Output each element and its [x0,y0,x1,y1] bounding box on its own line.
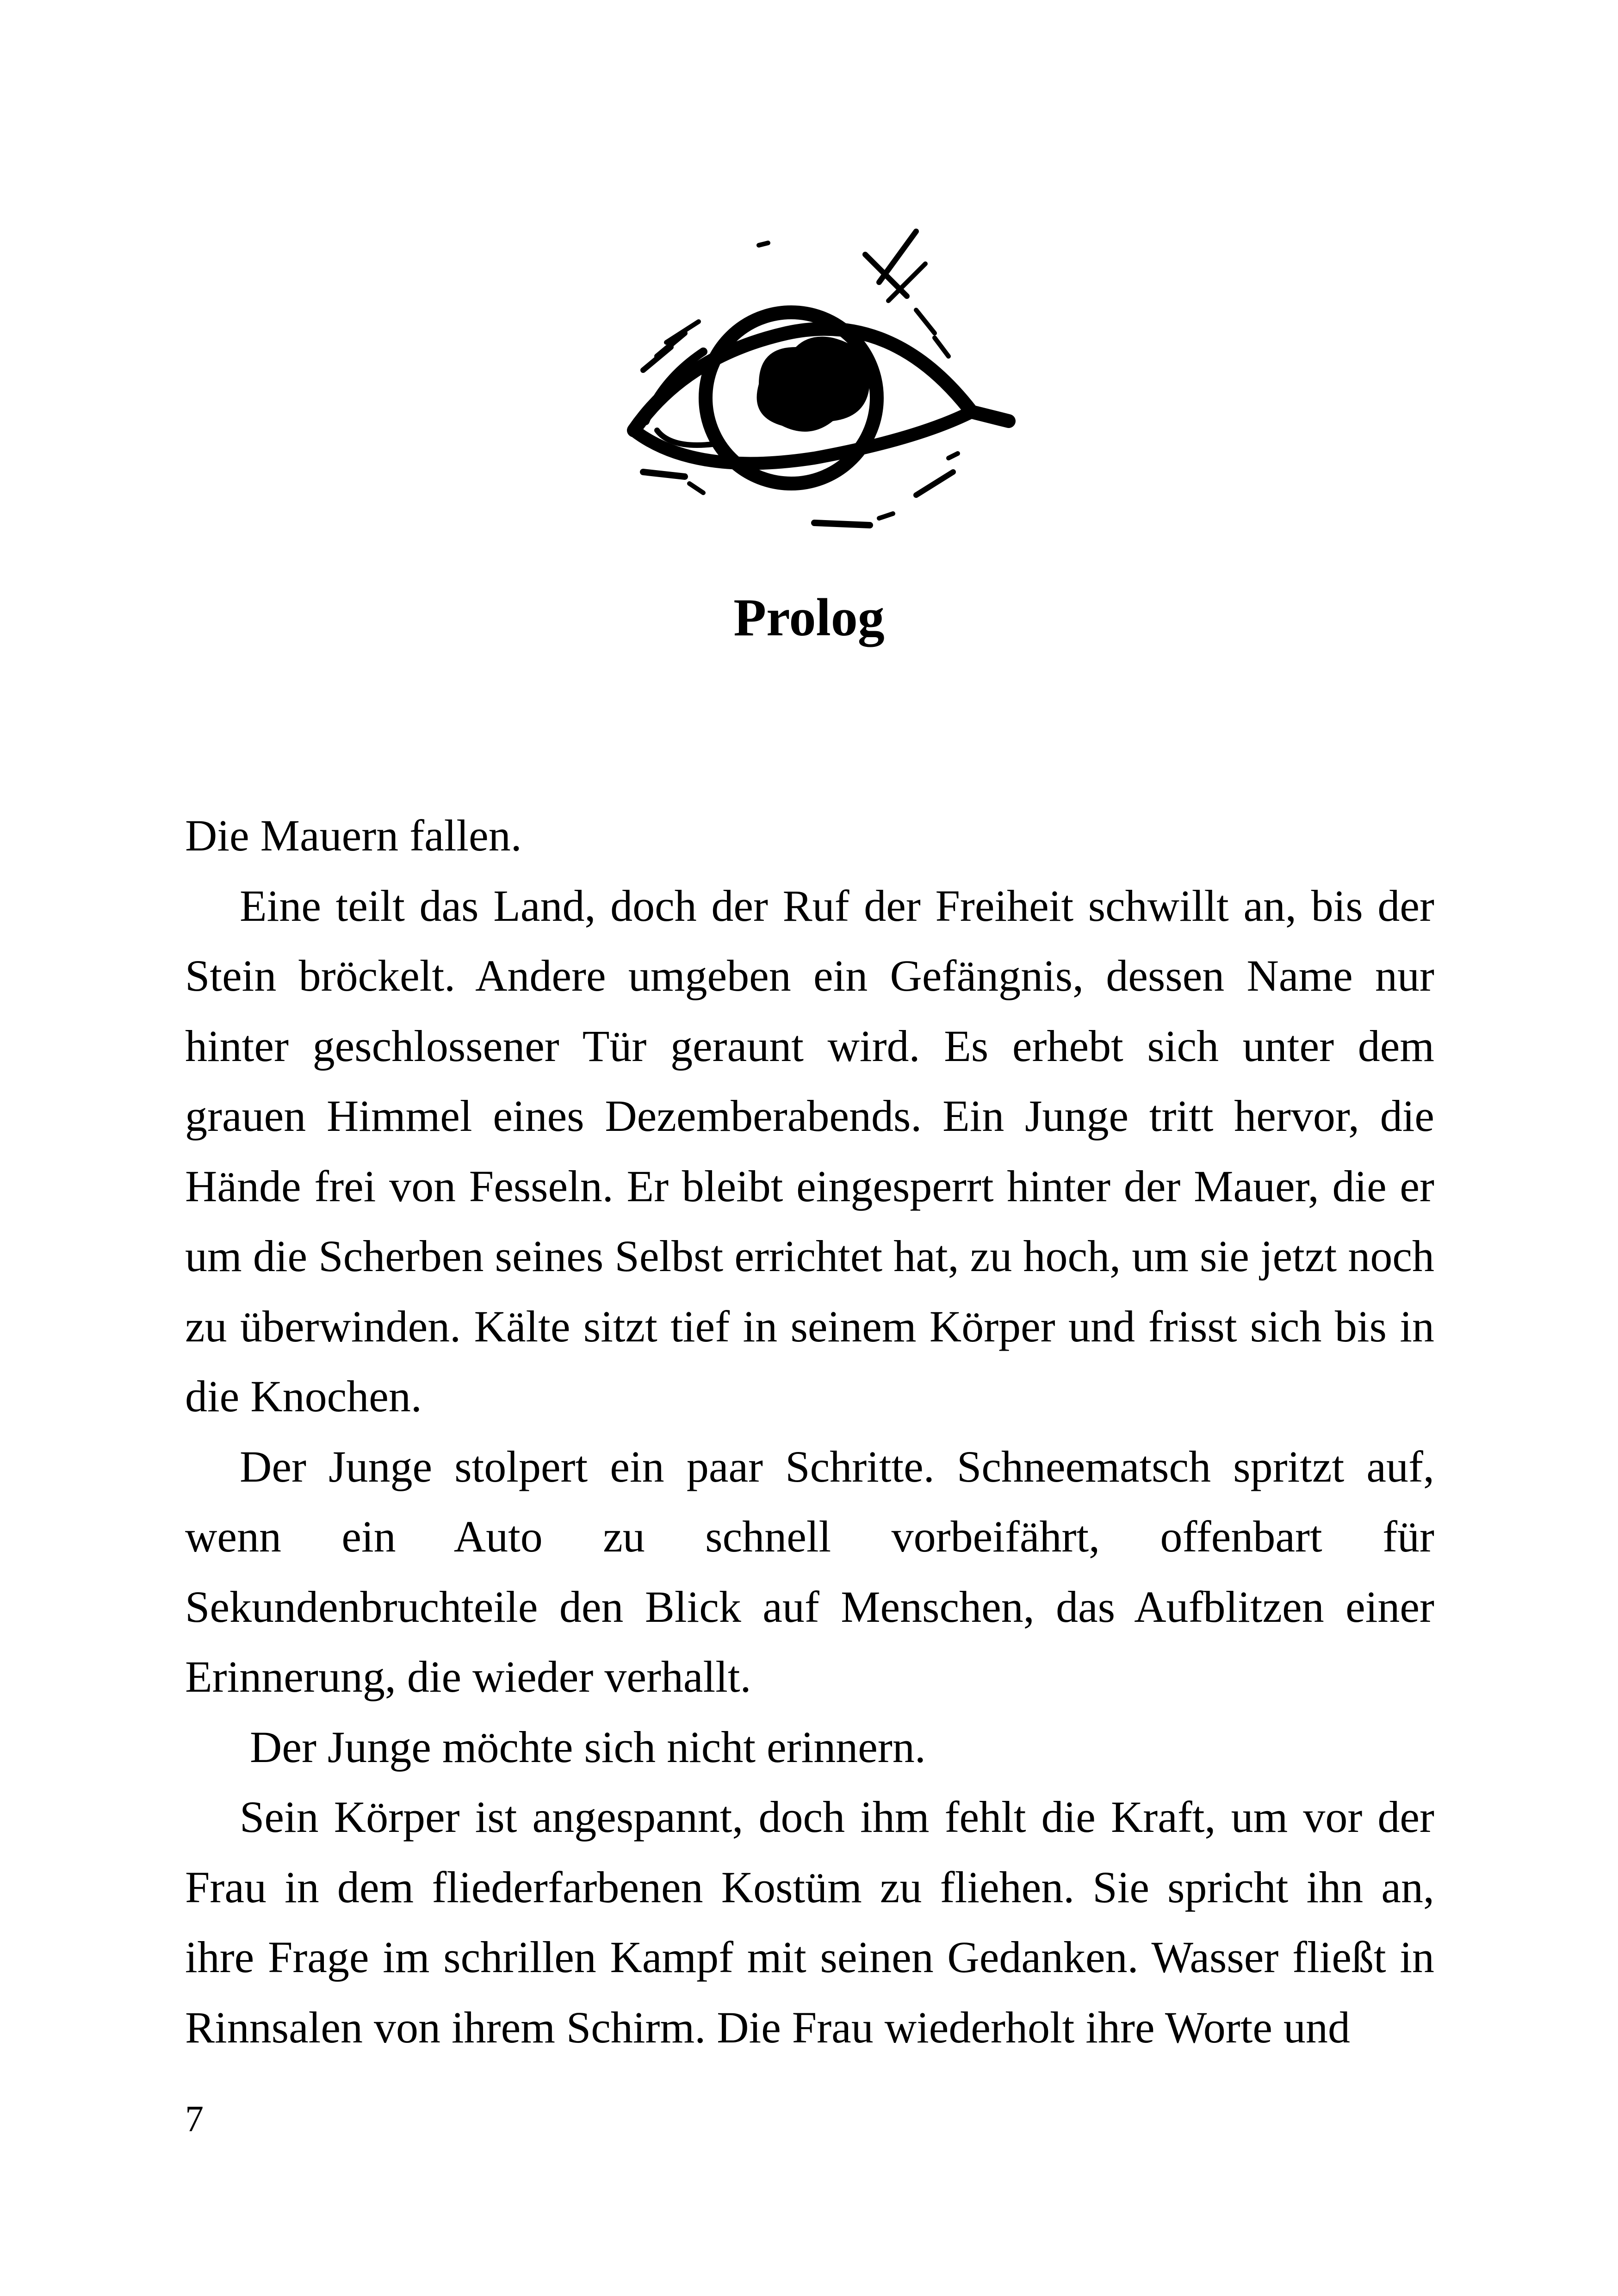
paragraph: Die Mauern fallen. [185,811,522,860]
eye-icon [592,217,1023,551]
page-number: 7 [185,2099,204,2140]
paragraph: Der Junge stolpert ein paar Schritte. Schneematsch spritzt auf, wenn ein Auto zu schnell vorbeifährt, offenbart für Sekundenbruchteile den Blick auf Menschen, das Aufblitzen einer Erinnerung, die wieder verhallt. [185,1441,1434,1701]
paragraph: Der Junge möchte sich nicht erinnern. [250,1722,926,1772]
paragraph: Sein Körper ist angespannt, doch ihm fehlt die Kraft, um vor der Frau in dem fliederfarbenen Kostüm zu fliehen. Sie spricht ihn an, ihre Frage im schrillen Kampf mit seinen Gedanken. Wasser fließt in Rinnsalen von ihrem Schirm. Die Frau wiederholt ihre Worte und [185,1792,1434,2052]
chapter-title: Prolog [733,588,885,647]
paragraph: Eine teilt das Land, doch der Ruf der Freiheit schwillt an, bis der Stein bröckelt. Andere umgeben ein Gefängnis, dessen Name nur hinter geschlossener Tür geraunt wird. Es erhebt sich unter dem grauen Himmel eines Dezemberabends. Ein Junge tritt hervor, die Hände frei von Fesseln. Er bleibt eingesperrt hinter der Mauer, die er um die Scherben seines Selbst errichtet hat, zu hoch, um sie jetzt noch zu überwinden. Kälte sitzt tief in seinem Körper und frisst sich bis in die Knochen. [185,881,1434,1421]
body-text [185,800,1434,2062]
